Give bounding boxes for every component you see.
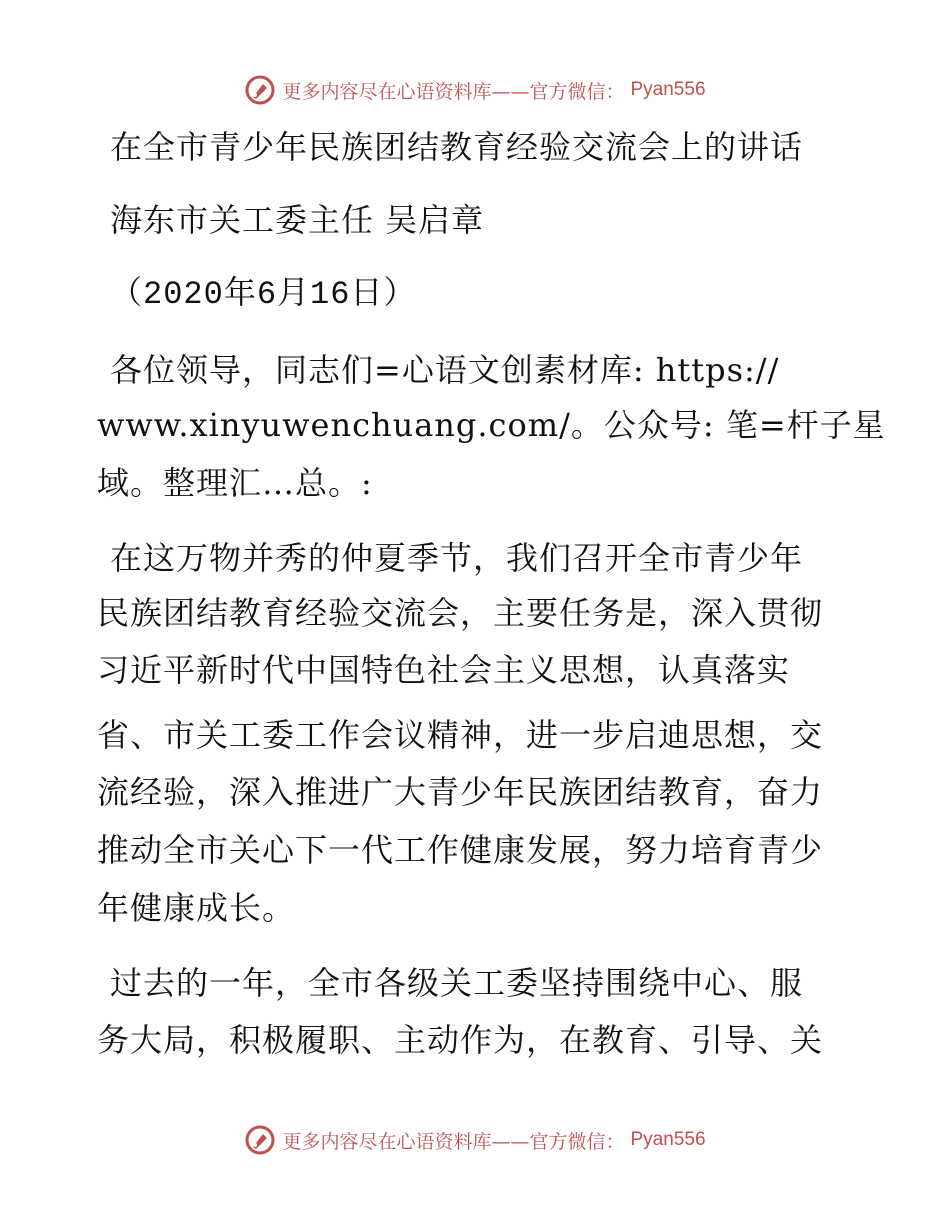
paragraph-1-line-5: 流经验，深入推进广大青少年民族团结教育，奋力 <box>97 773 824 811</box>
paragraph-2-line-1: 过去的一年，全市各级关工委坚持围绕中心、服 <box>110 964 804 1002</box>
paragraph-1-line-1: 在这万物并秀的仲夏季节，我们召开全市青少年 <box>110 539 804 577</box>
banner-text: 更多内容尽在心语资料库——官方微信： <box>282 1130 625 1153</box>
author-line: 海东市关工委主任 吴启章 <box>110 201 485 239</box>
paragraph-1-line-3: 习近平新时代中国特色社会主义思想，认真落实 <box>97 651 791 689</box>
salutation-line-1: 各位领导，同志们=心语文创素材库: https:// <box>110 351 780 389</box>
paragraph-1-line-7: 年健康成长。 <box>97 889 296 927</box>
document-date: （2020年6月16日） <box>110 276 417 313</box>
paragraph-1-line-6: 推动全市关心下一代工作健康发展，努力培育青少 <box>97 831 824 869</box>
paragraph-1-line-4: 省、市关工委工作会议精神，进一步启迪思想，交 <box>97 716 824 754</box>
paragraph-2-line-2: 务大局，积极履职、主动作为，在教育、引导、关 <box>97 1021 824 1059</box>
salutation-line-3: 域。整理汇…总。: <box>97 464 373 502</box>
paragraph-1-line-2: 民族团结教育经验交流会，主要任务是，深入贯彻 <box>97 594 824 632</box>
pen-nib-logo-icon <box>244 1124 276 1156</box>
salutation-line-2: www.xinyuwenchuang.com/。公众号: 笔=杆子星 <box>97 406 886 444</box>
footer-banner <box>0 1120 950 1160</box>
pen-nib-logo-icon <box>244 74 276 106</box>
banner-wechat-id: Pyan556 <box>630 1129 706 1150</box>
header-banner <box>0 70 950 110</box>
banner-wechat-id: Pyan556 <box>630 79 706 100</box>
document-title: 在全市青少年民族团结教育经验交流会上的讲话 <box>110 128 804 166</box>
banner-text: 更多内容尽在心语资料库——官方微信： <box>282 80 625 103</box>
